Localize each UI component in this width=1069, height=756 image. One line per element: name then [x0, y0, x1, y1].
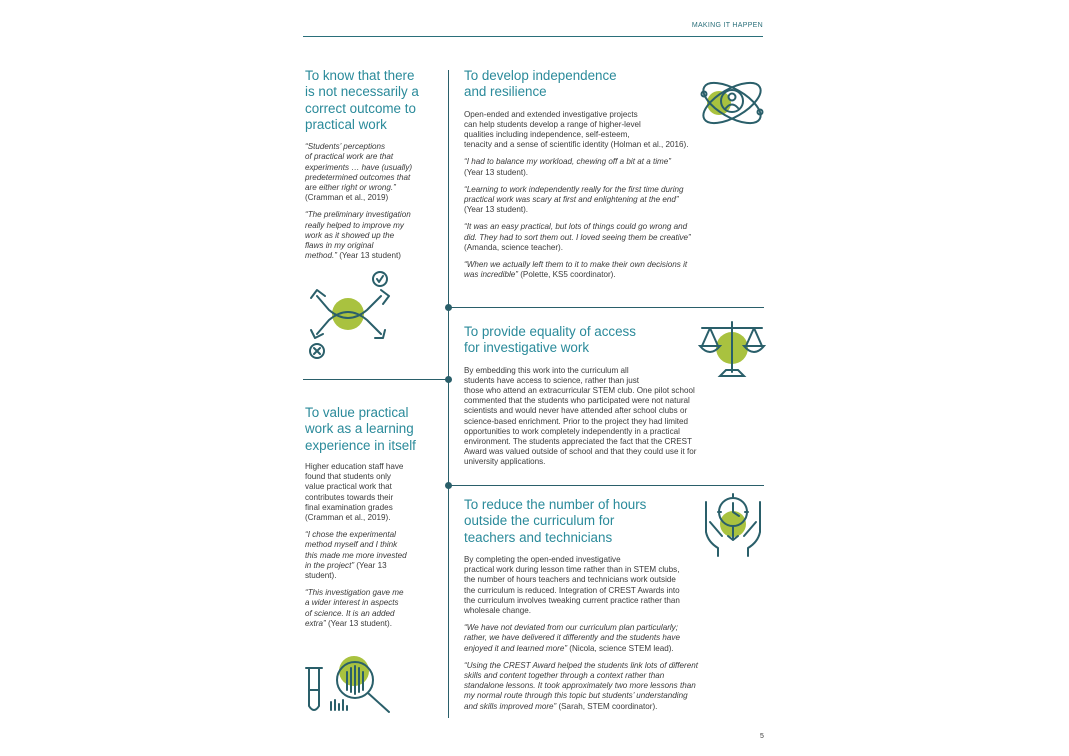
- quote-block: “Using the CREST Award helped the students link lots of different skills and content together through a context rather than standalone lessons. It took approximately two more lessons than my normal route through this topic but students’ understanding and skills improved more” (Sarah, STEM coordinator).: [464, 660, 698, 711]
- section-heading: To provide equality of access for investigative work: [464, 324, 636, 356]
- branching-arrows-icon: [303, 268, 398, 363]
- timeline-dot-1: [445, 304, 452, 311]
- timeline-dot-3: [445, 482, 452, 489]
- body-text: Higher education staff have found that students only value practical work that contributes towards their final examination grades (Cramman et al., 2019).: [305, 461, 404, 522]
- section-heading: To know that there is not necessarily a correct outcome to practical work: [305, 68, 419, 132]
- quote-block: “When we actually left them to it to make their own decisions it was incredible” (Polette, KS5 coordinator).: [464, 260, 688, 280]
- divider-left-1: [303, 379, 449, 380]
- divider-right-1: [448, 307, 764, 308]
- section-label: MAKING IT HAPPEN: [691, 22, 763, 29]
- body-text: By embedding this work into the curriculum all students have access to science, rather than just those who attend an extracurricular STEM club. One pilot school commented that the students who participated were not natural scientists and would never have attended after school clubs or science-based enrichment. Prior to the project they had limited opportunities to work completely independently in a practical environment. The students appreciated the fact that the CREST Award was valued outside of school and that they could use it for university applications.: [464, 365, 697, 467]
- page-number: 5: [760, 733, 764, 740]
- timeline-dot-2: [445, 376, 452, 383]
- balance-scale-icon: [698, 316, 766, 382]
- divider-right-2: [448, 485, 764, 486]
- section-heading: To develop independence and resilience: [464, 68, 617, 100]
- left-section-value: [305, 405, 445, 629]
- body-text: By completing the open-ended investigative practical work during lesson time rather than in STEM clubs, the number of hours teachers and technicians work outside the curriculum is reduced. Integration of CREST Awards into the curriculum involves tweaking current practice rather than wholesale change.: [464, 554, 680, 615]
- quote-block: “The preliminary investigation really helped to improve my work as it showed up the flaws in my original method.” (Year 13 student): [305, 210, 411, 261]
- quote-block: “Students’ perceptions of practical work are that experiments … have (usually) predetermined outcomes that are either right or wrong.” (Cramman et al., 2019): [305, 142, 413, 203]
- header-rule: [303, 36, 763, 37]
- hands-clock-icon: [700, 492, 766, 558]
- body-text: Open-ended and extended investigative projects can help students develop a range of higher-level qualities including independence, self-esteem, tenacity and a sense of scientific identity (Holman et al., 2016).: [464, 109, 689, 150]
- quote-block: “Learning to work independently really for the first time during practical work was scary at first and enlightening at the end” (Year 13 student).: [464, 184, 684, 215]
- quote-block: “This investigation gave me a wider interest in aspects of science. It is an added extra” (Year 13 student).: [305, 588, 404, 628]
- quote-block: “We have not deviated from our curriculum plan particularly; rather, we have delivered it differently and the students have enjoyed it and learned more” (Nicola, science STEM lead).: [464, 623, 680, 653]
- quote-block: “I had to balance my workload, chewing off a bit at a time” (Year 13 student).: [464, 157, 671, 177]
- timeline-vertical: [448, 70, 449, 718]
- section-heading: To value practical work as a learning experience in itself: [305, 405, 416, 453]
- left-section-outcome: [305, 68, 445, 261]
- quote-block: “I chose the experimental method myself and I think this made me more invested in the project” (Year 13 student).: [305, 530, 407, 580]
- quote-block: “It was an easy practical, but lots of things could go wrong and did. They had to sort them out. I loved seeing them be creative” (Amanda, science teacher).: [464, 222, 691, 252]
- test-tube-magnifier-icon: [303, 650, 398, 720]
- atom-person-icon: [697, 68, 767, 138]
- section-heading: To reduce the number of hours outside the curriculum for teachers and technicians: [464, 497, 647, 545]
